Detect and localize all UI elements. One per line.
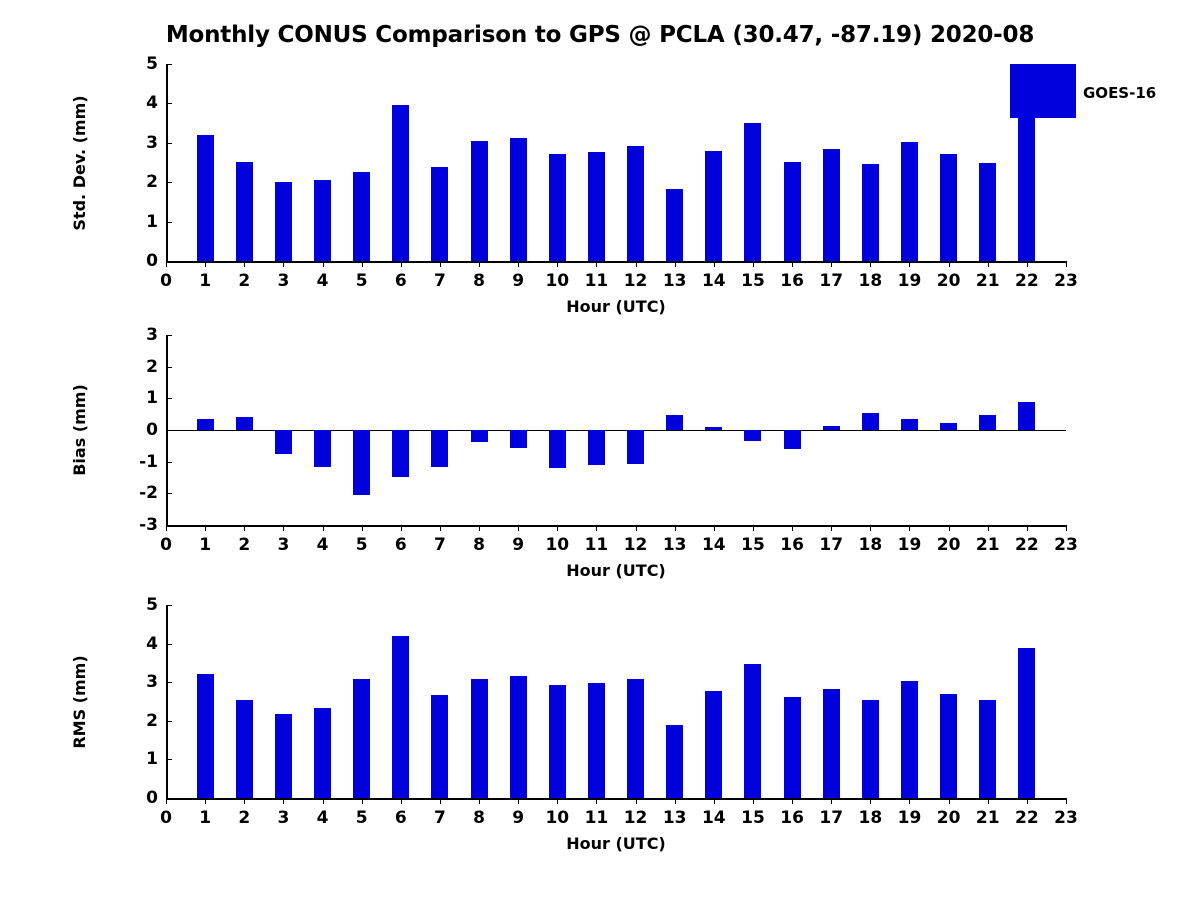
x-tick [636,525,637,531]
x-tick-label: 22 [1015,271,1039,291]
x-tick-label: 0 [160,535,172,555]
bar [979,415,996,430]
bar [784,430,801,449]
x-tick [479,261,480,267]
legend-swatch [1010,64,1076,118]
x-tick [909,798,910,804]
x-tick-label: 11 [584,808,609,828]
y-tick-label: 2 [146,710,158,731]
x-tick [636,261,637,267]
x-tick [323,525,324,531]
bar [588,683,605,798]
x-tick-label: 2 [238,535,251,555]
x-tick-label: 20 [936,271,961,291]
x-tick [244,525,245,531]
x-tick [440,525,441,531]
x-tick-label: 10 [545,271,570,291]
bar [979,163,996,262]
x-tick-label: 15 [741,808,765,828]
bar [471,679,488,798]
x-tick-label: 21 [975,271,1000,291]
y-tick-label: 3 [146,325,158,345]
legend-label: GOES-16 [1083,84,1157,102]
x-tick [1027,261,1028,267]
x-tick-label: 3 [277,535,290,555]
x-tick-label: 21 [975,535,1000,555]
bar [784,162,801,261]
y-tick-label: 1 [146,211,158,232]
y-tick-label: -1 [139,451,158,472]
bar [744,664,761,798]
bar [314,180,331,261]
bar [197,135,214,261]
x-tick-label: 6 [394,808,407,828]
x-tick [753,261,754,267]
x-tick [323,798,324,804]
x-tick-label: 0 [160,271,172,291]
x-tick [244,798,245,804]
x-tick-label: 9 [512,271,525,291]
bar [979,700,996,798]
x-tick [714,798,715,804]
x-tick-label: 23 [1054,808,1078,828]
x-tick-label: 22 [1015,808,1039,828]
bar [940,694,957,798]
bar [549,430,566,468]
y-axis-line-rms [166,605,168,800]
x-tick-label: 10 [545,808,570,828]
x-tick [362,525,363,531]
x-tick [557,798,558,804]
x-tick [596,525,597,531]
x-tick-label: 17 [819,271,844,291]
x-tick [949,525,950,531]
y-tick-label: 3 [146,132,158,153]
y-tick-label: 4 [146,633,158,654]
y-tick [166,367,172,368]
x-tick [557,261,558,267]
y-tick [166,759,172,760]
bar [549,154,566,261]
x-tick-label: 6 [394,535,407,555]
x-tick [949,798,950,804]
x-axis-title: Hour (UTC) [566,297,666,316]
x-tick [479,798,480,804]
x-tick-label: 8 [473,271,485,291]
bar [431,430,448,467]
x-tick-label: 7 [433,808,446,828]
x-tick-label: 12 [623,535,648,555]
bar [275,430,292,454]
x-tick [596,798,597,804]
x-tick-label: 1 [199,271,212,291]
x-axis-title: Hour (UTC) [566,834,666,853]
x-tick [714,525,715,531]
bar [197,419,214,430]
x-tick-label: 7 [433,271,446,291]
x-tick-label: 2 [238,271,251,291]
y-tick-label: 0 [146,251,158,271]
x-axis-line-std-dev [166,261,1066,263]
x-tick [440,261,441,267]
y-tick [166,143,172,144]
y-tick-label: 2 [146,172,158,193]
x-tick-label: 6 [394,271,407,291]
x-axis-line-rms [166,798,1066,800]
x-tick-label: 18 [858,535,883,555]
x-tick [636,798,637,804]
x-tick-label: 9 [512,535,525,555]
x-tick [792,525,793,531]
x-tick [518,525,519,531]
x-tick [244,261,245,267]
x-tick-label: 20 [936,535,961,555]
x-tick-label: 1 [199,535,212,555]
bar [471,430,488,442]
x-tick-label: 4 [316,535,329,555]
y-tick [166,182,172,183]
x-tick [323,261,324,267]
x-tick [988,525,989,531]
y-axis-line-bias [166,335,168,527]
x-tick [909,261,910,267]
x-tick [870,525,871,531]
x-tick-label: 18 [858,271,883,291]
x-tick [401,525,402,531]
x-tick-label: 19 [897,808,922,828]
bar [236,417,253,430]
bar [940,423,957,430]
x-tick [675,798,676,804]
x-tick [596,261,597,267]
x-tick-label: 4 [316,271,329,291]
bar [666,189,683,261]
x-tick-label: 13 [662,535,687,555]
bar [314,430,331,467]
y-tick-label: 1 [146,388,158,409]
x-tick [440,798,441,804]
x-tick-label: 21 [975,808,1000,828]
x-tick-label: 5 [355,271,368,291]
x-axis-title: Hour (UTC) [566,561,666,580]
x-tick-label: 1 [199,808,212,828]
x-axis-line-bias [166,525,1066,527]
x-tick-label: 12 [623,271,648,291]
x-tick-label: 14 [701,808,726,828]
x-tick-label: 17 [819,535,844,555]
x-tick [949,261,950,267]
x-tick-label: 20 [936,808,961,828]
x-tick [401,261,402,267]
x-tick [1066,798,1067,804]
x-tick [557,525,558,531]
x-tick-label: 5 [355,535,368,555]
bar [353,172,370,261]
x-tick [1027,798,1028,804]
bar [1018,111,1035,261]
x-tick [1066,525,1067,531]
x-tick [283,798,284,804]
y-axis-title: Std. Dev. (mm) [70,94,89,231]
bar [666,415,683,430]
y-tick-label: 3 [146,672,158,693]
y-tick [166,605,172,606]
x-tick [479,525,480,531]
bar [627,146,644,261]
y-tick-label: 5 [146,54,158,74]
bar [823,689,840,798]
x-tick [988,261,989,267]
x-tick [1066,261,1067,267]
x-tick [362,798,363,804]
x-tick-label: 11 [584,535,609,555]
x-tick-label: 15 [741,535,765,555]
y-tick-label: 1 [146,749,158,770]
x-tick [166,798,167,804]
x-tick [831,261,832,267]
x-tick [792,798,793,804]
x-tick [870,261,871,267]
x-tick-label: 10 [545,535,570,555]
x-tick-label: 19 [897,535,922,555]
x-tick-label: 17 [819,808,844,828]
x-tick-label: 13 [662,808,687,828]
y-tick [166,462,172,463]
x-tick [518,261,519,267]
bar [901,419,918,430]
y-axis-title: Bias (mm) [70,384,89,476]
x-tick [909,525,910,531]
y-tick-label: -3 [139,515,158,535]
y-tick-label: 5 [146,595,158,615]
bar [705,691,722,798]
bar [353,430,370,495]
bar [588,430,605,465]
x-tick-label: 16 [780,271,804,291]
bar [431,167,448,261]
bar [666,725,683,798]
x-tick-label: 23 [1054,271,1078,291]
bar [705,427,722,430]
bar [823,426,840,430]
x-tick-label: 3 [277,808,290,828]
x-tick-label: 15 [741,271,765,291]
x-tick [988,798,989,804]
bar [353,679,370,798]
bar [627,679,644,798]
x-tick [714,261,715,267]
x-tick [870,798,871,804]
y-tick-label: 4 [146,93,158,114]
bar [627,430,644,464]
panel-rms [70,595,1078,853]
y-tick-label: 2 [146,356,158,377]
bar [588,152,605,261]
bar [431,695,448,798]
y-tick [166,103,172,104]
x-tick-label: 19 [897,271,922,291]
bar [236,700,253,798]
x-tick-label: 14 [701,271,726,291]
x-tick [753,525,754,531]
x-tick [792,261,793,267]
x-tick [831,525,832,531]
bar [940,154,957,261]
x-tick [205,261,206,267]
x-tick [675,261,676,267]
y-tick [166,644,172,645]
bar [510,138,527,261]
bar [901,681,918,798]
x-tick [1027,525,1028,531]
x-tick [362,261,363,267]
x-tick-label: 23 [1054,535,1078,555]
x-tick-label: 14 [701,535,726,555]
bar [236,162,253,261]
x-tick-label: 3 [277,271,290,291]
x-tick-label: 18 [858,808,883,828]
y-axis-title: RMS (mm) [70,654,89,749]
x-tick [205,798,206,804]
x-tick [166,525,167,531]
bar [862,413,879,430]
bar [784,697,801,798]
x-tick-label: 4 [316,808,329,828]
bar [1018,648,1035,798]
bar [901,142,918,261]
x-tick [753,798,754,804]
x-tick [283,261,284,267]
y-tick-label: 0 [146,788,158,808]
bar [744,123,761,261]
bar [705,151,722,261]
bar [862,164,879,261]
panel-std-dev [70,54,1078,316]
x-tick [831,798,832,804]
bar [1018,402,1035,431]
x-tick-label: 8 [473,808,485,828]
x-tick-label: 13 [662,271,687,291]
x-tick-label: 16 [780,535,804,555]
bar [275,182,292,261]
page-title: Monthly CONUS Comparison to GPS @ PCLA (30.47, -87.19) 2020-08 [165,22,1035,48]
x-tick [205,525,206,531]
x-tick-label: 22 [1015,535,1039,555]
bar [510,676,527,798]
x-tick [283,525,284,531]
bar [744,430,761,441]
y-tick-label: -2 [139,483,158,504]
y-tick [166,335,172,336]
bar [314,708,331,798]
y-tick [166,493,172,494]
bar [823,149,840,261]
y-tick [166,398,172,399]
bar [392,430,409,477]
y-tick [166,682,172,683]
zero-line [166,430,1066,431]
bar [392,636,409,798]
bar [275,714,292,798]
y-tick [166,721,172,722]
x-tick-label: 11 [584,271,609,291]
y-tick [166,222,172,223]
bar [392,105,409,261]
x-tick [166,261,167,267]
x-tick-label: 12 [623,808,648,828]
x-tick-label: 2 [238,808,251,828]
x-tick-label: 5 [355,808,368,828]
y-tick [166,64,172,65]
x-tick [675,525,676,531]
bar [862,700,879,798]
bar [471,141,488,261]
x-tick [401,798,402,804]
y-axis-line-std-dev [166,64,168,263]
x-tick-label: 9 [512,808,525,828]
y-tick-label: 0 [146,420,158,440]
x-tick-label: 16 [780,808,804,828]
x-tick-label: 8 [473,535,485,555]
x-tick-label: 7 [433,535,446,555]
bar [549,685,566,798]
bar [510,430,527,448]
bar [197,674,214,798]
x-tick-label: 0 [160,808,172,828]
panel-bias [70,325,1078,580]
x-tick [518,798,519,804]
